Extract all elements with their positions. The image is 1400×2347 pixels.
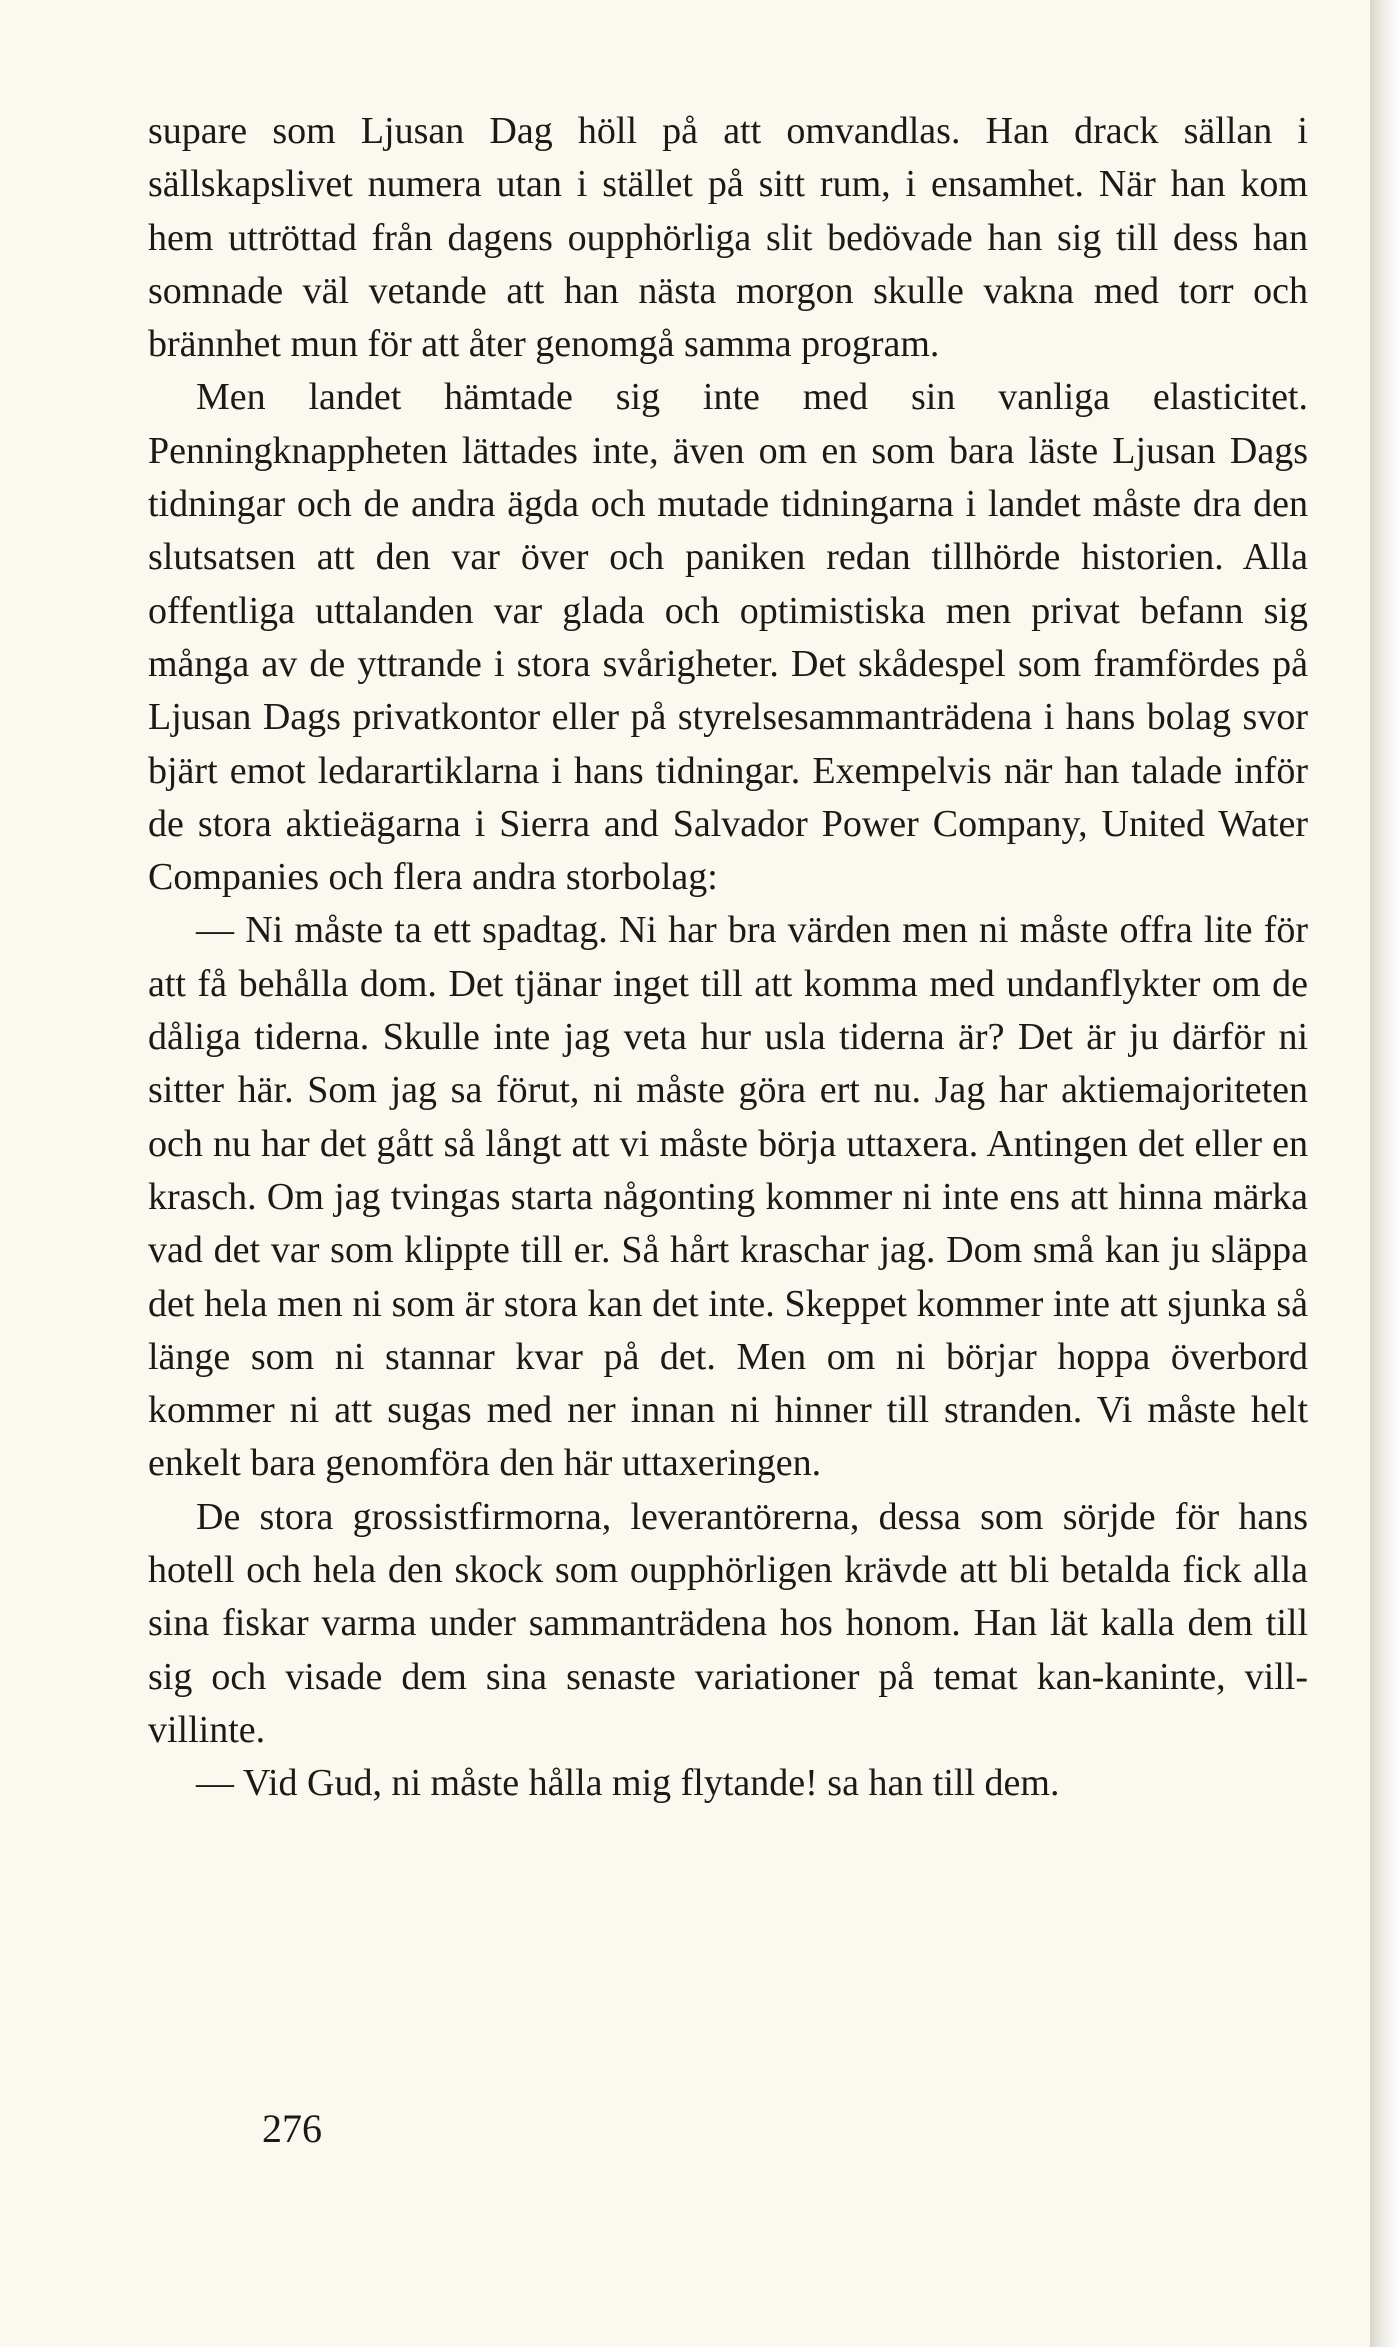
body-text — [148, 105, 1308, 1811]
paragraph-4: De stora grossistfirmorna, leverantörerna, dessa som sörjde för hans hotell och hela den skock som oupphörligen krävde att bli betalda fick alla sina fiskar varma under sammanträdena hos honom. Han lät kalla dem till sig och visade dem sina senaste variationer på temat kan-kaninte, vill-villinte. — [148, 1495, 1308, 1751]
paragraph-3-dialogue: — Ni måste ta ett spadtag. Ni har bra värden men ni måste offra lite för att få behålla dom. Det tjänar inget till att komma med undanflykter om de dåliga tiderna. Skulle inte jag veta hur usla tiderna är? Det är ju därför ni sitter här. Som jag sa förut, ni måste göra ert nu. Jag har aktiemajoriteten och nu har det gått så långt att vi måste börja uttaxera. Antingen det eller en krasch. Om jag tvingas starta någonting kommer ni inte ens att hinna märka vad det var som klippte till er. Så hårt kraschar jag. Dom små kan ju släppa det hela men ni som är stora kan det inte. Skeppet kommer inte att sjunka så länge som ni stannar kvar på det. Men om ni börjar hoppa överbord kommer ni att sugas med ner innan ni hinner till stranden. Vi måste helt enkelt bara genomföra den här uttaxeringen. — [148, 909, 1308, 1485]
paragraph-2: Men landet hämtade sig inte med sin vanliga elasticitet. Penningknappheten lättades inte, även om en som bara läste Ljusan Dags tidningar och de andra ägda och mutade tidningarna i landet måste dra den slutsatsen att den var över och paniken redan tillhörde historien. Alla offentliga uttalanden var glada och optimistiska men privat befann sig många av de yttrande i stora svårigheter. Det skådespel som framfördes på Ljusan Dags privatkontor eller på styrelsesammanträdena i hans bolag svor bjärt emot ledarartiklarna i hans tidningar. Exempelvis när han talade inför de stora aktieägarna i Sierra and Salvador Power Company, United Water Companies och flera andra storbolag: — [148, 376, 1308, 899]
paragraph-5-dialogue: — Vid Gud, ni måste hålla mig flytande! sa han till dem. — [196, 1762, 1060, 1805]
paragraph-1: supare som Ljusan Dag höll på att omvandlas. Han drack sällan i sällskapslivet numera utan i stället på sitt rum, i ensamhet. När han kom hem uttröttad från dagens oupphörliga slit bedövade han sig till dess han somnade väl vetande att han nästa morgon skulle vakna med torr och brännhet mun för att åter genomgå samma program. — [148, 110, 1308, 366]
page-number: 276 — [262, 2106, 322, 2151]
page-edge — [1370, 0, 1400, 2347]
